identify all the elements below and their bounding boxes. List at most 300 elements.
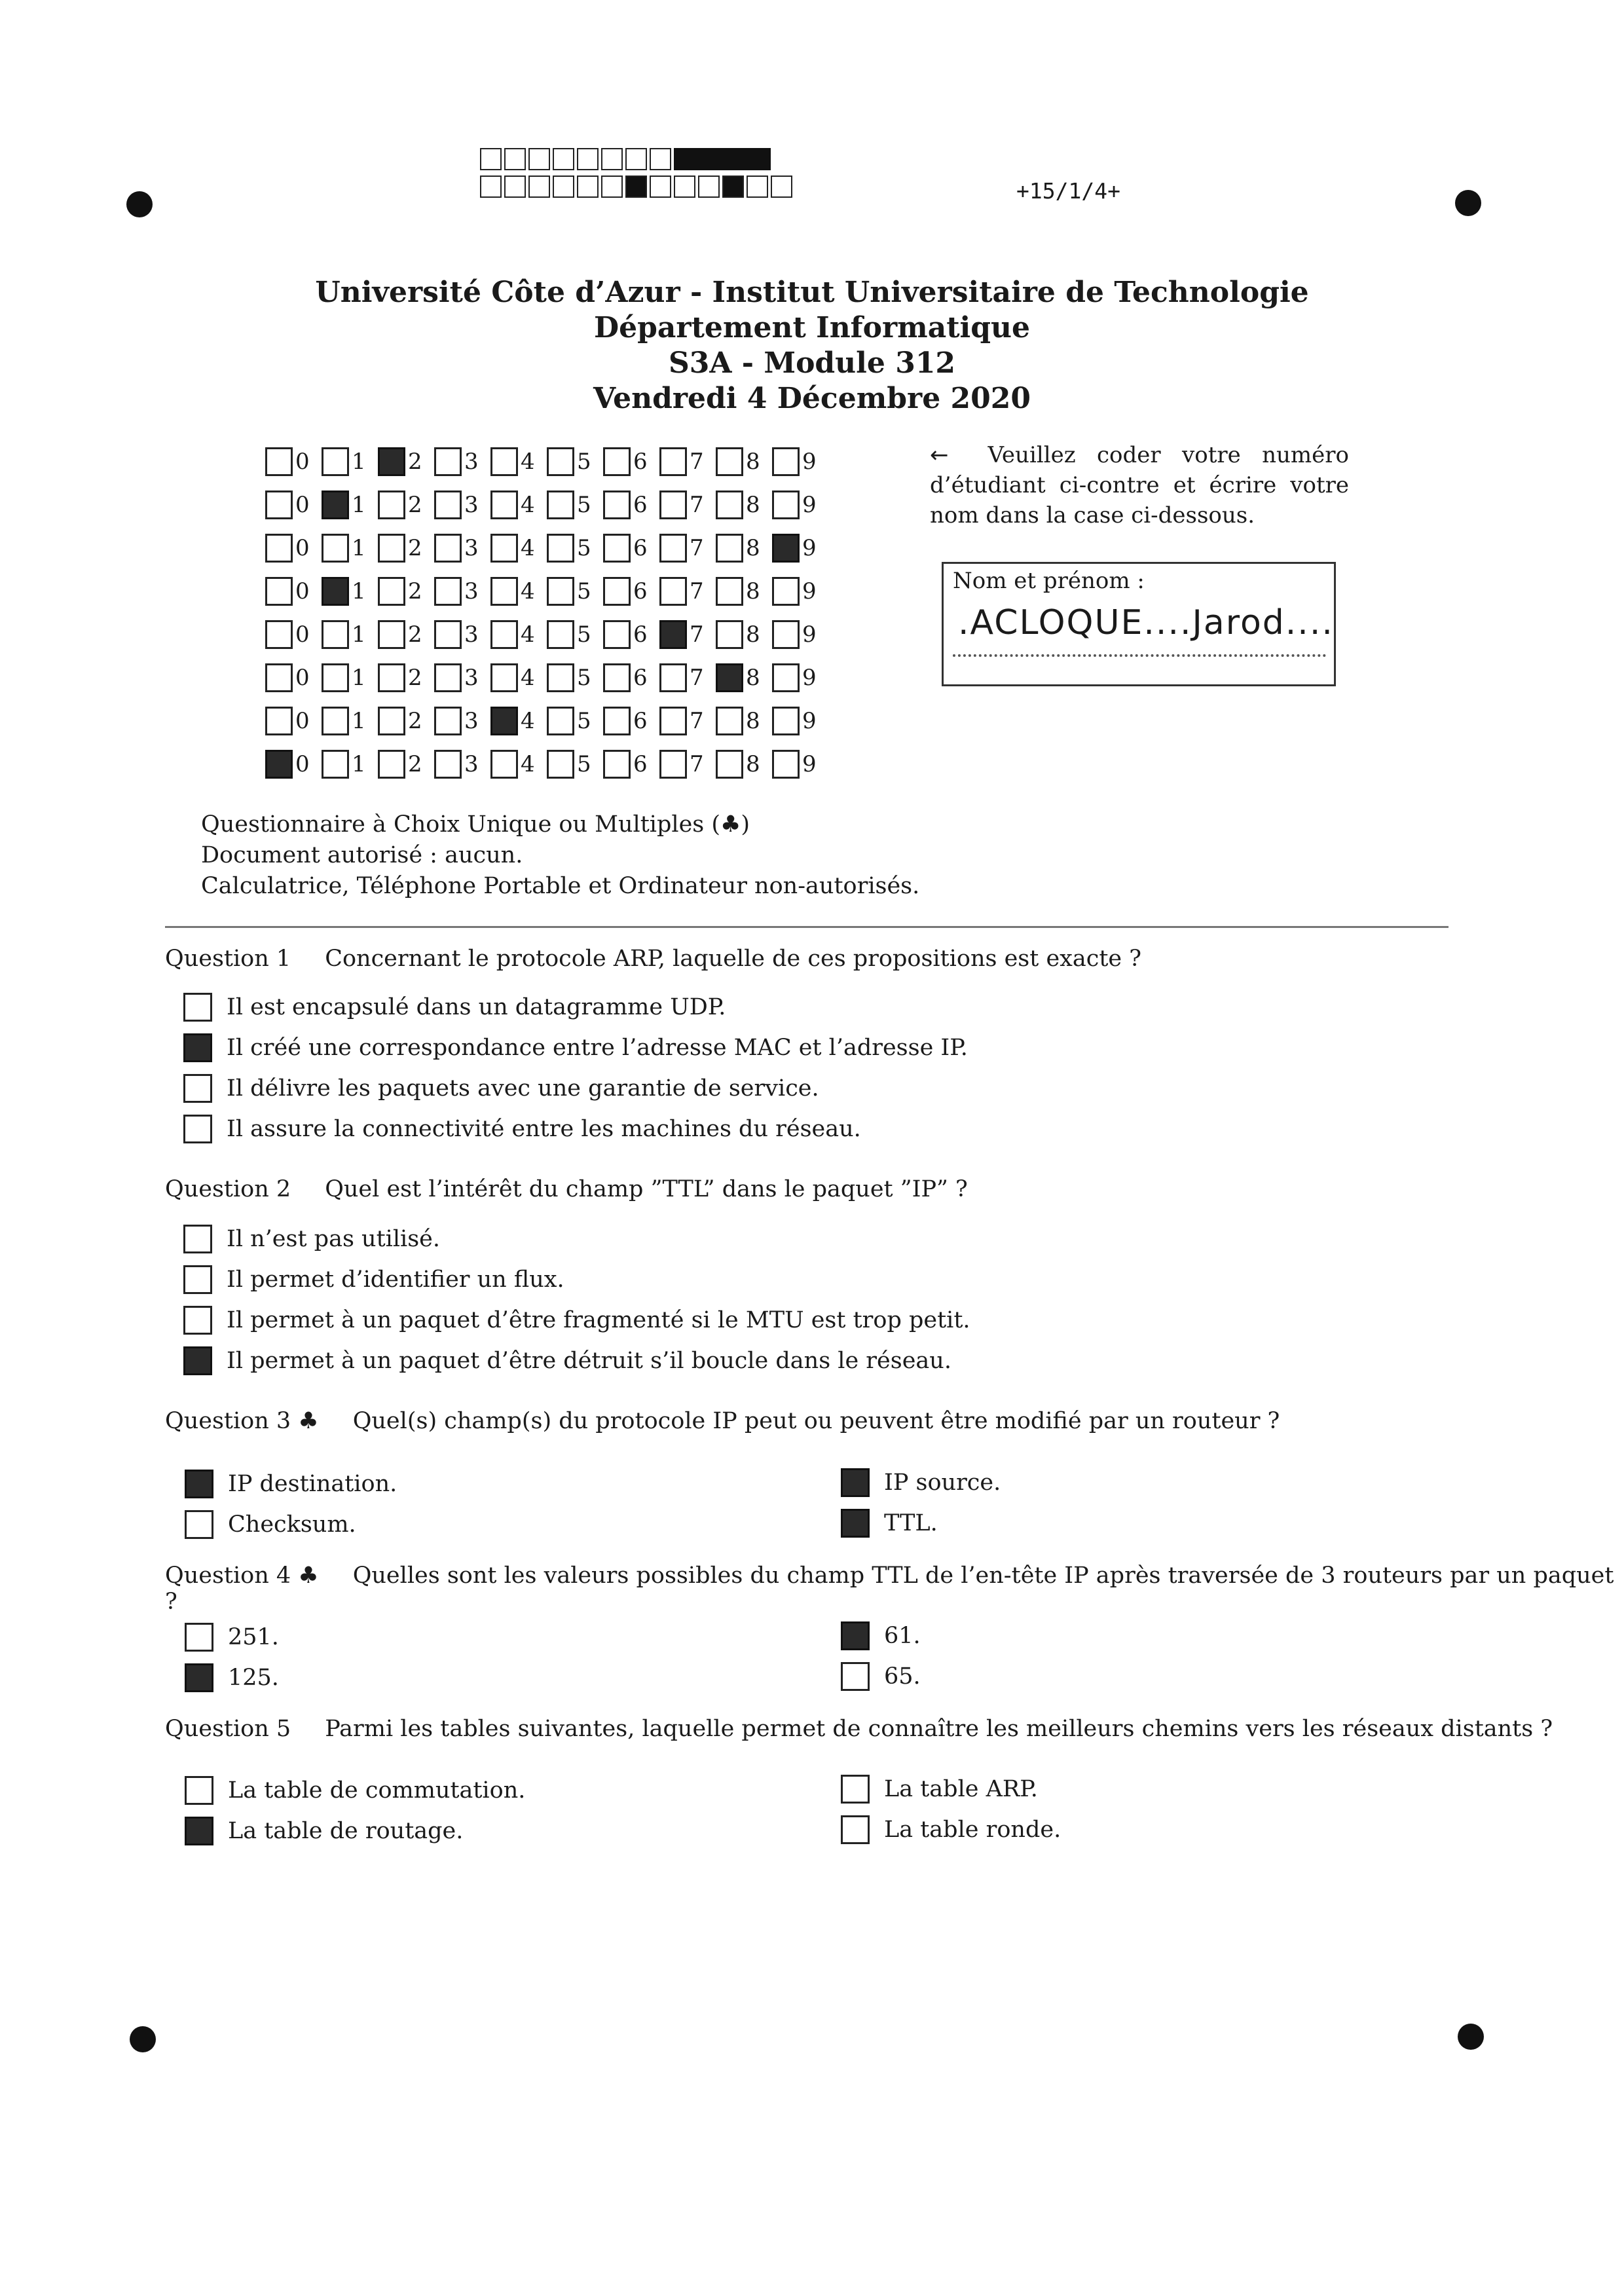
digit-cell[interactable] [434,447,490,476]
question-3-option-2[interactable] [185,1510,356,1539]
digit-cell[interactable] [265,620,322,649]
digit-checkbox[interactable] [378,750,405,779]
digit-label: 8 [746,535,760,561]
digit-checkbox[interactable] [659,707,687,735]
digit-label: 1 [352,578,366,604]
digit-cell[interactable] [434,491,490,519]
barcode-cell [625,176,647,198]
digit-label: 0 [295,578,310,604]
digit-checkbox[interactable] [659,750,687,779]
digit-cell[interactable] [322,534,378,563]
barcode-cell [553,148,574,170]
digit-cell[interactable] [547,707,603,735]
digit-cell[interactable] [772,447,828,476]
student-number-grid [265,440,828,786]
digit-checkbox[interactable] [434,750,462,779]
digit-cell[interactable] [490,750,547,779]
barcode-cell [722,176,744,198]
digit-label: 9 [802,578,817,604]
digit-cell[interactable] [434,534,490,563]
digit-label: 8 [746,665,760,691]
digit-checkbox[interactable] [265,534,293,563]
question-3-title [165,1408,1280,1434]
question-5-option-1[interactable] [185,1776,525,1805]
checkbox[interactable] [183,1115,212,1143]
question-1-option-2[interactable] [183,1033,968,1062]
checkbox[interactable] [183,1306,212,1335]
digit-checkbox[interactable] [547,447,574,476]
digit-cell[interactable] [265,447,322,476]
barcode-cell [674,176,695,198]
digit-label: 5 [577,492,591,518]
digit-label: 2 [408,708,422,734]
question-4-option-4[interactable] [841,1662,921,1691]
digit-cell[interactable] [603,447,659,476]
digit-cell[interactable] [490,663,547,692]
barcode-cell [553,176,574,198]
digit-cell[interactable] [490,534,547,563]
digit-cell[interactable] [772,491,828,519]
digit-checkbox[interactable] [659,534,687,563]
digit-cell[interactable] [265,534,322,563]
checkbox[interactable] [183,993,212,1022]
question-2-option-2[interactable] [183,1265,564,1294]
student-number-row [265,656,828,699]
option-label: Il permet d’identifier un flux. [227,1267,564,1293]
digit-label: 5 [577,578,591,604]
digit-label: 9 [802,492,817,518]
digit-cell[interactable] [716,491,772,519]
digit-label: 3 [464,492,479,518]
digit-checkbox[interactable] [322,534,349,563]
digit-cell[interactable] [490,620,547,649]
digit-label: 2 [408,449,422,475]
barcode-cell [650,148,671,170]
option-label: Il permet à un paquet d’être détruit s’il boucle dans le réseau. [227,1348,951,1374]
digit-cell[interactable] [434,577,490,606]
digit-checkbox[interactable] [378,491,405,519]
digit-checkbox[interactable] [603,707,631,735]
digit-cell[interactable] [434,750,490,779]
digit-cell[interactable] [490,707,547,735]
digit-checkbox[interactable] [716,534,743,563]
checkbox[interactable] [841,1468,870,1497]
digit-cell[interactable] [603,663,659,692]
barcode-bar [674,148,771,170]
barcode-cell [480,176,502,198]
digit-checkbox[interactable] [434,663,462,692]
digit-cell[interactable] [547,447,603,476]
checkbox[interactable] [183,1225,212,1253]
question-1-option-4[interactable] [183,1115,861,1143]
option-label: Il permet à un paquet d’être fragmenté si le MTU est trop petit. [227,1307,970,1333]
checkbox[interactable] [183,1074,212,1103]
digit-cell[interactable] [265,577,322,606]
name-dotted-line [953,648,1326,657]
digit-cell[interactable] [378,663,434,692]
digit-checkbox[interactable] [378,534,405,563]
question-1-option-3[interactable] [183,1074,819,1103]
digit-cell[interactable] [378,447,434,476]
checkbox[interactable] [185,1470,213,1498]
question-4-option-1[interactable] [185,1623,279,1652]
digit-label: 1 [352,621,366,648]
digit-cell[interactable] [434,707,490,735]
exam-intro [201,809,919,902]
digit-checkbox[interactable] [603,491,631,519]
digit-cell[interactable] [659,707,716,735]
digit-checkbox[interactable] [434,707,462,735]
digit-cell[interactable] [322,577,378,606]
digit-checkbox[interactable] [716,620,743,649]
digit-checkbox[interactable] [265,663,293,692]
digit-checkbox[interactable] [547,491,574,519]
digit-checkbox[interactable] [603,534,631,563]
option-label: TTL. [884,1510,938,1536]
checkbox[interactable] [185,1776,213,1805]
digit-label: 3 [464,449,479,475]
option-label: La table de routage. [228,1818,464,1844]
digit-cell[interactable] [659,577,716,606]
digit-cell[interactable] [378,750,434,779]
digit-checkbox[interactable] [434,620,462,649]
digit-label: 0 [295,708,310,734]
digit-label: 8 [746,751,760,777]
digit-label: 4 [521,621,535,648]
digit-checkbox[interactable] [547,750,574,779]
digit-label: 3 [464,665,479,691]
header-module: S3A - Module 312 [668,346,956,380]
barcode-cell [480,148,502,170]
digit-checkbox[interactable] [603,447,631,476]
digit-checkbox[interactable] [378,447,405,476]
digit-cell[interactable] [716,577,772,606]
question-5-option-2[interactable] [185,1817,463,1845]
digit-cell[interactable] [603,491,659,519]
digit-checkbox[interactable] [490,707,518,735]
digit-cell[interactable] [378,491,434,519]
digit-cell[interactable] [322,663,378,692]
digit-label: 6 [633,665,648,691]
digit-checkbox[interactable] [603,577,631,606]
question-2-option-1[interactable] [183,1225,440,1253]
question-5-title [165,1716,1553,1742]
barcode-cell [771,176,792,198]
digit-label: 0 [295,449,310,475]
digit-checkbox[interactable] [659,577,687,606]
digit-checkbox[interactable] [265,491,293,519]
digit-checkbox[interactable] [659,620,687,649]
digit-cell[interactable] [772,534,828,563]
digit-checkbox[interactable] [659,447,687,476]
student-number-row [265,483,828,527]
student-number-row [265,743,828,786]
digit-label: 1 [352,751,366,777]
checkbox[interactable] [185,1663,213,1692]
digit-checkbox[interactable] [547,577,574,606]
digit-checkbox[interactable] [434,447,462,476]
digit-label: 0 [295,751,310,777]
digit-checkbox[interactable] [547,663,574,692]
digit-checkbox[interactable] [490,534,518,563]
digit-cell[interactable] [490,447,547,476]
option-label: IP destination. [228,1471,397,1497]
digit-label: 9 [802,708,817,734]
digit-checkbox[interactable] [322,491,349,519]
question-5-option-3[interactable] [841,1775,1038,1804]
digit-cell[interactable] [716,663,772,692]
checkbox[interactable] [183,1033,212,1062]
digit-cell[interactable] [659,447,716,476]
digit-label: 2 [408,621,422,648]
question-3-text: Quel(s) champ(s) du protocole IP peut ou peuvent être modifié par un routeur ? [352,1408,1280,1434]
digit-checkbox[interactable] [547,620,574,649]
digit-cell[interactable] [716,620,772,649]
digit-label: 1 [352,492,366,518]
digit-cell[interactable] [716,707,772,735]
digit-checkbox[interactable] [322,750,349,779]
digit-cell[interactable] [772,663,828,692]
digit-label: 6 [633,621,648,648]
digit-checkbox[interactable] [716,491,743,519]
digit-cell[interactable] [772,577,828,606]
digit-checkbox[interactable] [434,491,462,519]
digit-cell[interactable] [659,620,716,649]
question-3-option-4[interactable] [841,1509,938,1538]
digit-checkbox[interactable] [716,663,743,692]
digit-cell[interactable] [378,577,434,606]
digit-checkbox[interactable] [490,750,518,779]
digit-checkbox[interactable] [265,620,293,649]
digit-cell[interactable] [490,491,547,519]
digit-cell[interactable] [265,663,322,692]
digit-checkbox[interactable] [772,534,800,563]
digit-label: 6 [633,492,648,518]
digit-checkbox[interactable] [322,577,349,606]
digit-cell[interactable] [265,707,322,735]
digit-cell[interactable] [265,750,322,779]
digit-label: 8 [746,492,760,518]
digit-label: 5 [577,621,591,648]
question-4-label: Question 4 ♣ [165,1563,319,1589]
digit-checkbox[interactable] [659,663,687,692]
question-5-label: Question 5 [165,1716,291,1742]
digit-cell[interactable] [716,447,772,476]
digit-cell[interactable] [659,491,716,519]
digit-checkbox[interactable] [490,620,518,649]
digit-cell[interactable] [772,750,828,779]
checkbox[interactable] [185,1817,213,1845]
intro-qcm-type: Questionnaire à Choix Unique ou Multiples (♣) [201,811,750,838]
digit-cell[interactable] [490,577,547,606]
digit-checkbox[interactable] [716,750,743,779]
digit-cell[interactable] [547,750,603,779]
digit-cell[interactable] [322,750,378,779]
barcode-cell [528,176,550,198]
digit-checkbox[interactable] [716,577,743,606]
checkbox[interactable] [841,1815,870,1844]
digit-cell[interactable] [322,707,378,735]
intro-devices: Calculatrice, Téléphone Portable et Ordinateur non-autorisés. [201,873,920,899]
digit-checkbox[interactable] [265,707,293,735]
option-label: Il est encapsulé dans un datagramme UDP. [227,994,726,1020]
digit-label: 9 [802,751,817,777]
barcode-cell [650,176,671,198]
separator-line [165,926,1449,928]
barcode-cell [601,176,623,198]
question-3-option-3[interactable] [841,1468,1001,1497]
question-4-text: Quelles sont les valeurs possibles du champ TTL de l’en-tête IP après traversée de 3 routeurs par un paquet ? [165,1563,1614,1615]
question-5-option-4[interactable] [841,1815,1061,1844]
digit-cell[interactable] [772,707,828,735]
digit-checkbox[interactable] [322,447,349,476]
digit-cell[interactable] [322,491,378,519]
digit-cell[interactable] [716,534,772,563]
digit-checkbox[interactable] [378,663,405,692]
digit-label: 9 [802,665,817,691]
digit-checkbox[interactable] [772,707,800,735]
digit-checkbox[interactable] [772,447,800,476]
digit-cell[interactable] [659,534,716,563]
checkbox[interactable] [183,1346,212,1375]
checkbox[interactable] [841,1775,870,1804]
digit-label: 6 [633,449,648,475]
digit-label: 7 [690,708,704,734]
header-date: Vendredi 4 Décembre 2020 [593,382,1031,415]
digit-checkbox[interactable] [265,750,293,779]
barcode-cell [601,148,623,170]
digit-cell[interactable] [434,663,490,692]
digit-cell[interactable] [603,534,659,563]
question-3-option-1[interactable] [185,1470,397,1498]
digit-checkbox[interactable] [378,620,405,649]
digit-cell[interactable] [265,491,322,519]
question-2-label: Question 2 [165,1176,291,1202]
digit-label: 4 [521,535,535,561]
digit-checkbox[interactable] [772,750,800,779]
name-value[interactable]: .ACLOQUE....Jarod.... [958,603,1334,642]
digit-cell[interactable] [603,620,659,649]
digit-label: 4 [521,751,535,777]
digit-cell[interactable] [603,577,659,606]
digit-checkbox[interactable] [490,447,518,476]
digit-checkbox[interactable] [772,577,800,606]
digit-cell[interactable] [322,620,378,649]
digit-checkbox[interactable] [265,577,293,606]
digit-checkbox[interactable] [603,663,631,692]
digit-checkbox[interactable] [378,577,405,606]
digit-cell[interactable] [603,750,659,779]
question-2-title [165,1176,968,1202]
digit-cell[interactable] [547,491,603,519]
digit-checkbox[interactable] [434,577,462,606]
digit-checkbox[interactable] [322,663,349,692]
question-4-option-3[interactable] [841,1621,921,1650]
checkbox[interactable] [185,1623,213,1652]
digit-label: 1 [352,665,366,691]
registration-mark-bottom-right [1458,2024,1484,2050]
checkbox[interactable] [841,1621,870,1650]
digit-checkbox[interactable] [603,620,631,649]
digit-cell[interactable] [772,620,828,649]
digit-label: 3 [464,535,479,561]
digit-checkbox[interactable] [547,707,574,735]
digit-checkbox[interactable] [547,534,574,563]
question-2-option-4[interactable] [183,1346,951,1375]
question-1-title [165,946,1141,972]
digit-cell[interactable] [659,750,716,779]
digit-checkbox[interactable] [772,663,800,692]
checkbox[interactable] [185,1510,213,1539]
digit-cell[interactable] [659,663,716,692]
digit-checkbox[interactable] [716,707,743,735]
question-2-option-3[interactable] [183,1306,970,1335]
option-label: 61. [884,1623,921,1649]
digit-checkbox[interactable] [322,620,349,649]
digit-cell[interactable] [547,534,603,563]
digit-label: 8 [746,578,760,604]
digit-checkbox[interactable] [716,447,743,476]
digit-checkbox[interactable] [490,577,518,606]
digit-checkbox[interactable] [265,447,293,476]
digit-label: 5 [577,535,591,561]
option-label: IP source. [884,1470,1001,1496]
digit-label: 7 [690,535,704,561]
checkbox[interactable] [841,1509,870,1538]
digit-checkbox[interactable] [490,663,518,692]
option-label: Il créé une correspondance entre l’adresse MAC et l’adresse IP. [227,1035,968,1061]
digit-checkbox[interactable] [603,750,631,779]
question-4-option-2[interactable] [185,1663,279,1692]
digit-label: 3 [464,621,479,648]
barcode-cell [698,176,720,198]
digit-checkbox[interactable] [322,707,349,735]
digit-checkbox[interactable] [659,491,687,519]
checkbox[interactable] [183,1265,212,1294]
digit-checkbox[interactable] [378,707,405,735]
question-1-option-1[interactable] [183,993,726,1022]
digit-checkbox[interactable] [772,491,800,519]
checkbox[interactable] [841,1662,870,1691]
digit-checkbox[interactable] [434,534,462,563]
digit-cell[interactable] [378,620,434,649]
option-label: 251. [228,1624,279,1650]
name-box[interactable] [942,562,1336,686]
digit-label: 8 [746,621,760,648]
option-label: La table ronde. [884,1817,1061,1843]
digit-cell[interactable] [603,707,659,735]
digit-checkbox[interactable] [490,491,518,519]
digit-cell[interactable] [547,577,603,606]
digit-cell[interactable] [716,750,772,779]
digit-cell[interactable] [547,620,603,649]
barcode-cell [504,176,526,198]
barcode [480,148,795,199]
digit-cell[interactable] [434,620,490,649]
barcode-cell [577,176,599,198]
barcode-cell [528,148,550,170]
digit-label: 0 [295,665,310,691]
digit-checkbox[interactable] [772,620,800,649]
digit-cell[interactable] [547,663,603,692]
digit-cell[interactable] [378,534,434,563]
digit-cell[interactable] [378,707,434,735]
digit-cell[interactable] [322,447,378,476]
digit-label: 4 [521,449,535,475]
exam-header [0,275,1624,417]
barcode-cell [504,148,526,170]
digit-label: 7 [690,492,704,518]
